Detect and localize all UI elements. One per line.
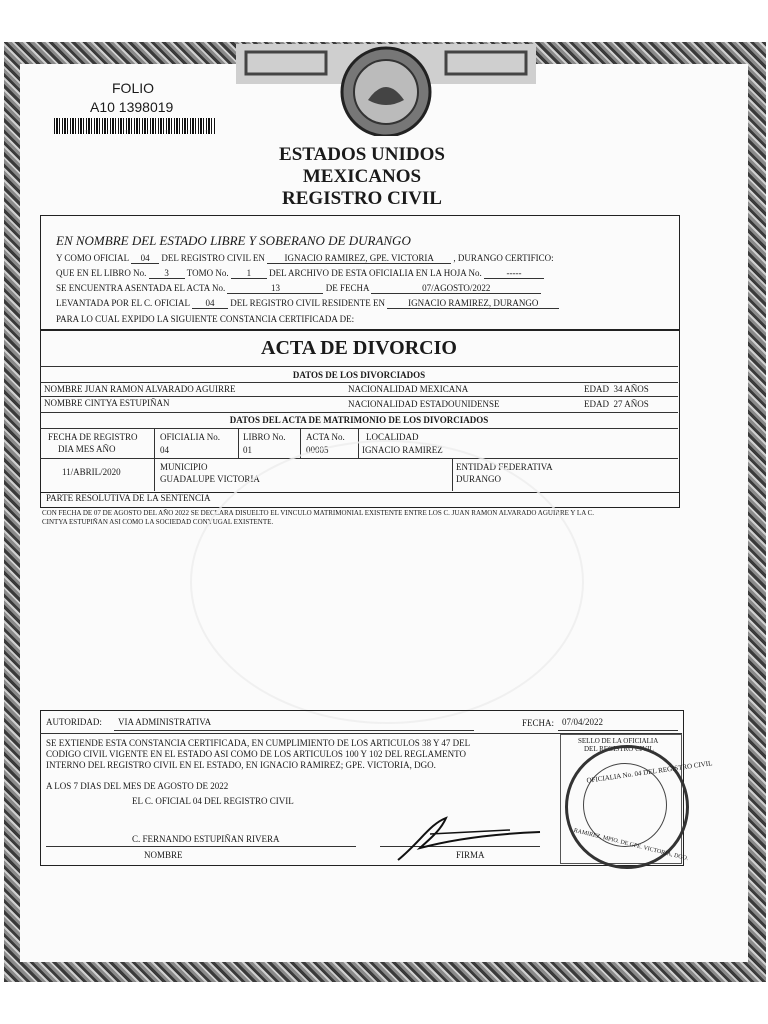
label: NACIONALIDAD	[348, 384, 418, 394]
divider	[238, 428, 239, 458]
fecha-label: FECHA:	[522, 718, 555, 728]
fecha-value: 07/04/2022	[562, 717, 604, 727]
value: MEXICANA	[419, 384, 469, 394]
intro-line-1	[56, 253, 554, 264]
fecha-registro-sub: DIA MES AÑO	[58, 444, 116, 454]
folio-label: FOLIO	[112, 80, 155, 96]
fecha-registro-label: FECHA DE REGISTRO	[48, 432, 138, 442]
text: TOMO No.	[186, 268, 229, 278]
header-line-1: ESTADOS UNIDOS	[279, 144, 445, 165]
field-libro: 3	[149, 268, 185, 279]
field-lugar: IGNACIO RAMIREZ, GPE. VICTORIA	[267, 253, 451, 264]
entidad-label: ENTIDAD FEDERATIVA	[456, 462, 553, 472]
underline	[114, 730, 474, 731]
label: NOMBRE	[44, 384, 83, 394]
certificacion-line-2: CODIGO CIVIL VIGENTE EN EL ESTADO ASI COMO DE LOS ARTICULOS 100 Y 102 DEL REGLAMENTO	[46, 749, 466, 759]
value: JUAN RAMON ALVARADO AGUIRRE	[84, 384, 236, 394]
certificacion-oficial: EL C. OFICIAL 04 DEL REGISTRO CIVIL	[132, 796, 294, 806]
divider	[40, 382, 678, 383]
sello-label-2: DEL REGISTRO CIVIL	[584, 745, 654, 753]
divorciado-1-edad	[584, 384, 649, 394]
municipio-value: GUADALUPE VICTORIA	[160, 474, 260, 484]
divorciado-2-nacionalidad	[348, 399, 500, 409]
localidad-value: IGNACIO RAMIREZ	[362, 445, 443, 455]
field-tomo: 1	[231, 268, 267, 279]
folio-number: A10 1398019	[90, 99, 174, 115]
resolutiva-text-2: CINTYA ESTUPIÑAN ASI COMO LA SOCIEDAD CONYUGAL EXISTENTE.	[42, 518, 274, 526]
text: CERTIFICO:	[505, 253, 554, 263]
sello-ring-bottom: RAMIREZ, MPIO. DE GPE. VICTORIA, DGO.	[573, 827, 689, 863]
certificacion-line-1: SE EXTIENDE ESTA CONSTANCIA CERTIFICADA, EN CUMPLIMIENTO DE LOS ARTICULOS 38 Y 47 DEL	[46, 738, 471, 748]
text: QUE EN EL LIBRO No.	[56, 268, 147, 278]
divider	[40, 428, 678, 429]
text: DEL REGISTRO CIVIL RESIDENTE EN	[230, 298, 386, 308]
value: CINTYA ESTUPIÑAN	[84, 398, 170, 408]
intro-line-2	[56, 268, 544, 279]
oficialia-value: 04	[160, 445, 169, 455]
nombre-label: NOMBRE	[144, 850, 183, 860]
divorciados-heading: DATOS DE LOS DIVORCIADOS	[292, 370, 426, 380]
entidad-value: DURANGO	[456, 474, 501, 484]
intro-line-5: PARA LO CUAL EXPIDO LA SIGUIENTE CONSTANCIA CERTIFICADA DE:	[56, 314, 355, 324]
resolutiva-text-1: CON FECHA DE 07 DE AGOSTO DEL AÑO 2022 SE DECLARA DISUELTO EL VINCULO MATRIMONIAL EXISTENTE ENTRE LOS C. JUAN RAMON ALVARADO AGUIRRE Y LA C.	[42, 509, 595, 517]
text: DEL ARCHIVO DE ESTA OFICIALIA EN LA HOJA No.	[269, 268, 482, 278]
field-lugar: IGNACIO RAMIREZ, DURANGO	[387, 298, 559, 309]
divider	[154, 428, 155, 458]
intro-heading: EN NOMBRE DEL ESTADO LIBRE Y SOBERANO DE DURANGO	[56, 233, 411, 248]
field-hoja: -----	[484, 268, 544, 279]
acta-title: ACTA DE DIVORCIO	[261, 337, 457, 359]
acta-label: ACTA No.	[306, 432, 345, 442]
header-line-2: MEXICANOS	[302, 166, 422, 187]
divider	[154, 458, 155, 491]
unit: AÑOS	[624, 384, 649, 394]
divider	[40, 366, 678, 367]
field-fecha: 07/AGOSTO/2022	[371, 283, 541, 294]
certificacion-line-3: INTERNO DEL REGISTRO CIVIL EN EL ESTADO, EN IGNACIO RAMIREZ; GPE. VICTORIA, DGO.	[46, 760, 436, 770]
value: ESTADOUNIDENSE	[419, 399, 500, 409]
sello-label-1: SELLO DE LA OFICIALIA	[578, 737, 659, 745]
field-acta: 13	[227, 283, 323, 294]
header-line-3: REGISTRO CIVIL	[282, 188, 442, 209]
divider	[40, 396, 678, 397]
label: NOMBRE	[44, 398, 83, 408]
text: LEVANTADA POR EL C. OFICIAL	[56, 298, 190, 308]
libro-value: 01	[243, 445, 252, 455]
field-oficial: 04	[131, 253, 159, 264]
underline	[46, 846, 356, 847]
municipio-label: MUNICIPIO	[160, 462, 208, 472]
firmante-nombre: C. FERNANDO ESTUPIÑAN RIVERA	[132, 834, 280, 844]
label: NACIONALIDAD	[348, 399, 418, 409]
value: 27	[613, 399, 623, 409]
text: , DURANGO	[453, 253, 503, 263]
label: EDAD	[584, 399, 609, 409]
fecha-registro-value: 11/ABRIL/2020	[62, 467, 121, 477]
underline	[558, 730, 678, 731]
text: SE ENCUENTRA ASENTADA EL ACTA No.	[56, 283, 226, 293]
certificacion-fecha: A LOS 7 DIAS DEL MES DE AGOSTO DE 2022	[46, 781, 229, 791]
intro-line-4	[56, 298, 559, 309]
national-coat-of-arms-icon	[236, 44, 536, 136]
divorciado-1-nombre	[44, 384, 236, 394]
value: 34	[613, 384, 623, 394]
signature-icon	[390, 812, 560, 864]
divorciado-2-edad	[584, 399, 649, 409]
unit: AÑOS	[624, 399, 649, 409]
label: EDAD	[584, 384, 609, 394]
libro-label: LIBRO No.	[243, 432, 286, 442]
barcode	[54, 118, 216, 134]
localidad-label: LOCALIDAD	[366, 432, 419, 442]
oficialia-label: OFICIALIA No.	[160, 432, 220, 442]
divider	[40, 412, 678, 413]
divorciado-1-nacionalidad	[348, 384, 468, 394]
acta-value: 00005	[306, 445, 329, 455]
autoridad-value: VIA ADMINISTRATIVA	[118, 717, 212, 727]
text: DE FECHA	[325, 283, 369, 293]
text: Y COMO OFICIAL	[56, 253, 129, 263]
autoridad-label: AUTORIDAD:	[46, 717, 102, 727]
field-oficial: 04	[192, 298, 228, 309]
firma-label: FIRMA	[456, 850, 485, 860]
resolutiva-heading: PARTE RESOLUTIVA DE LA SENTENCIA	[46, 493, 211, 503]
divorciado-2-nombre	[44, 398, 170, 408]
watermark-seal-icon	[190, 440, 584, 724]
text: DEL REGISTRO CIVIL EN	[161, 253, 265, 263]
intro-line-3	[56, 283, 541, 294]
matrimonio-heading: DATOS DEL ACTA DE MATRIMONIO DE LOS DIVORCIADOS	[229, 415, 489, 425]
sello-ring-top: OFICIALIA No. 04 DEL REGISTRO CIVIL	[586, 759, 713, 785]
